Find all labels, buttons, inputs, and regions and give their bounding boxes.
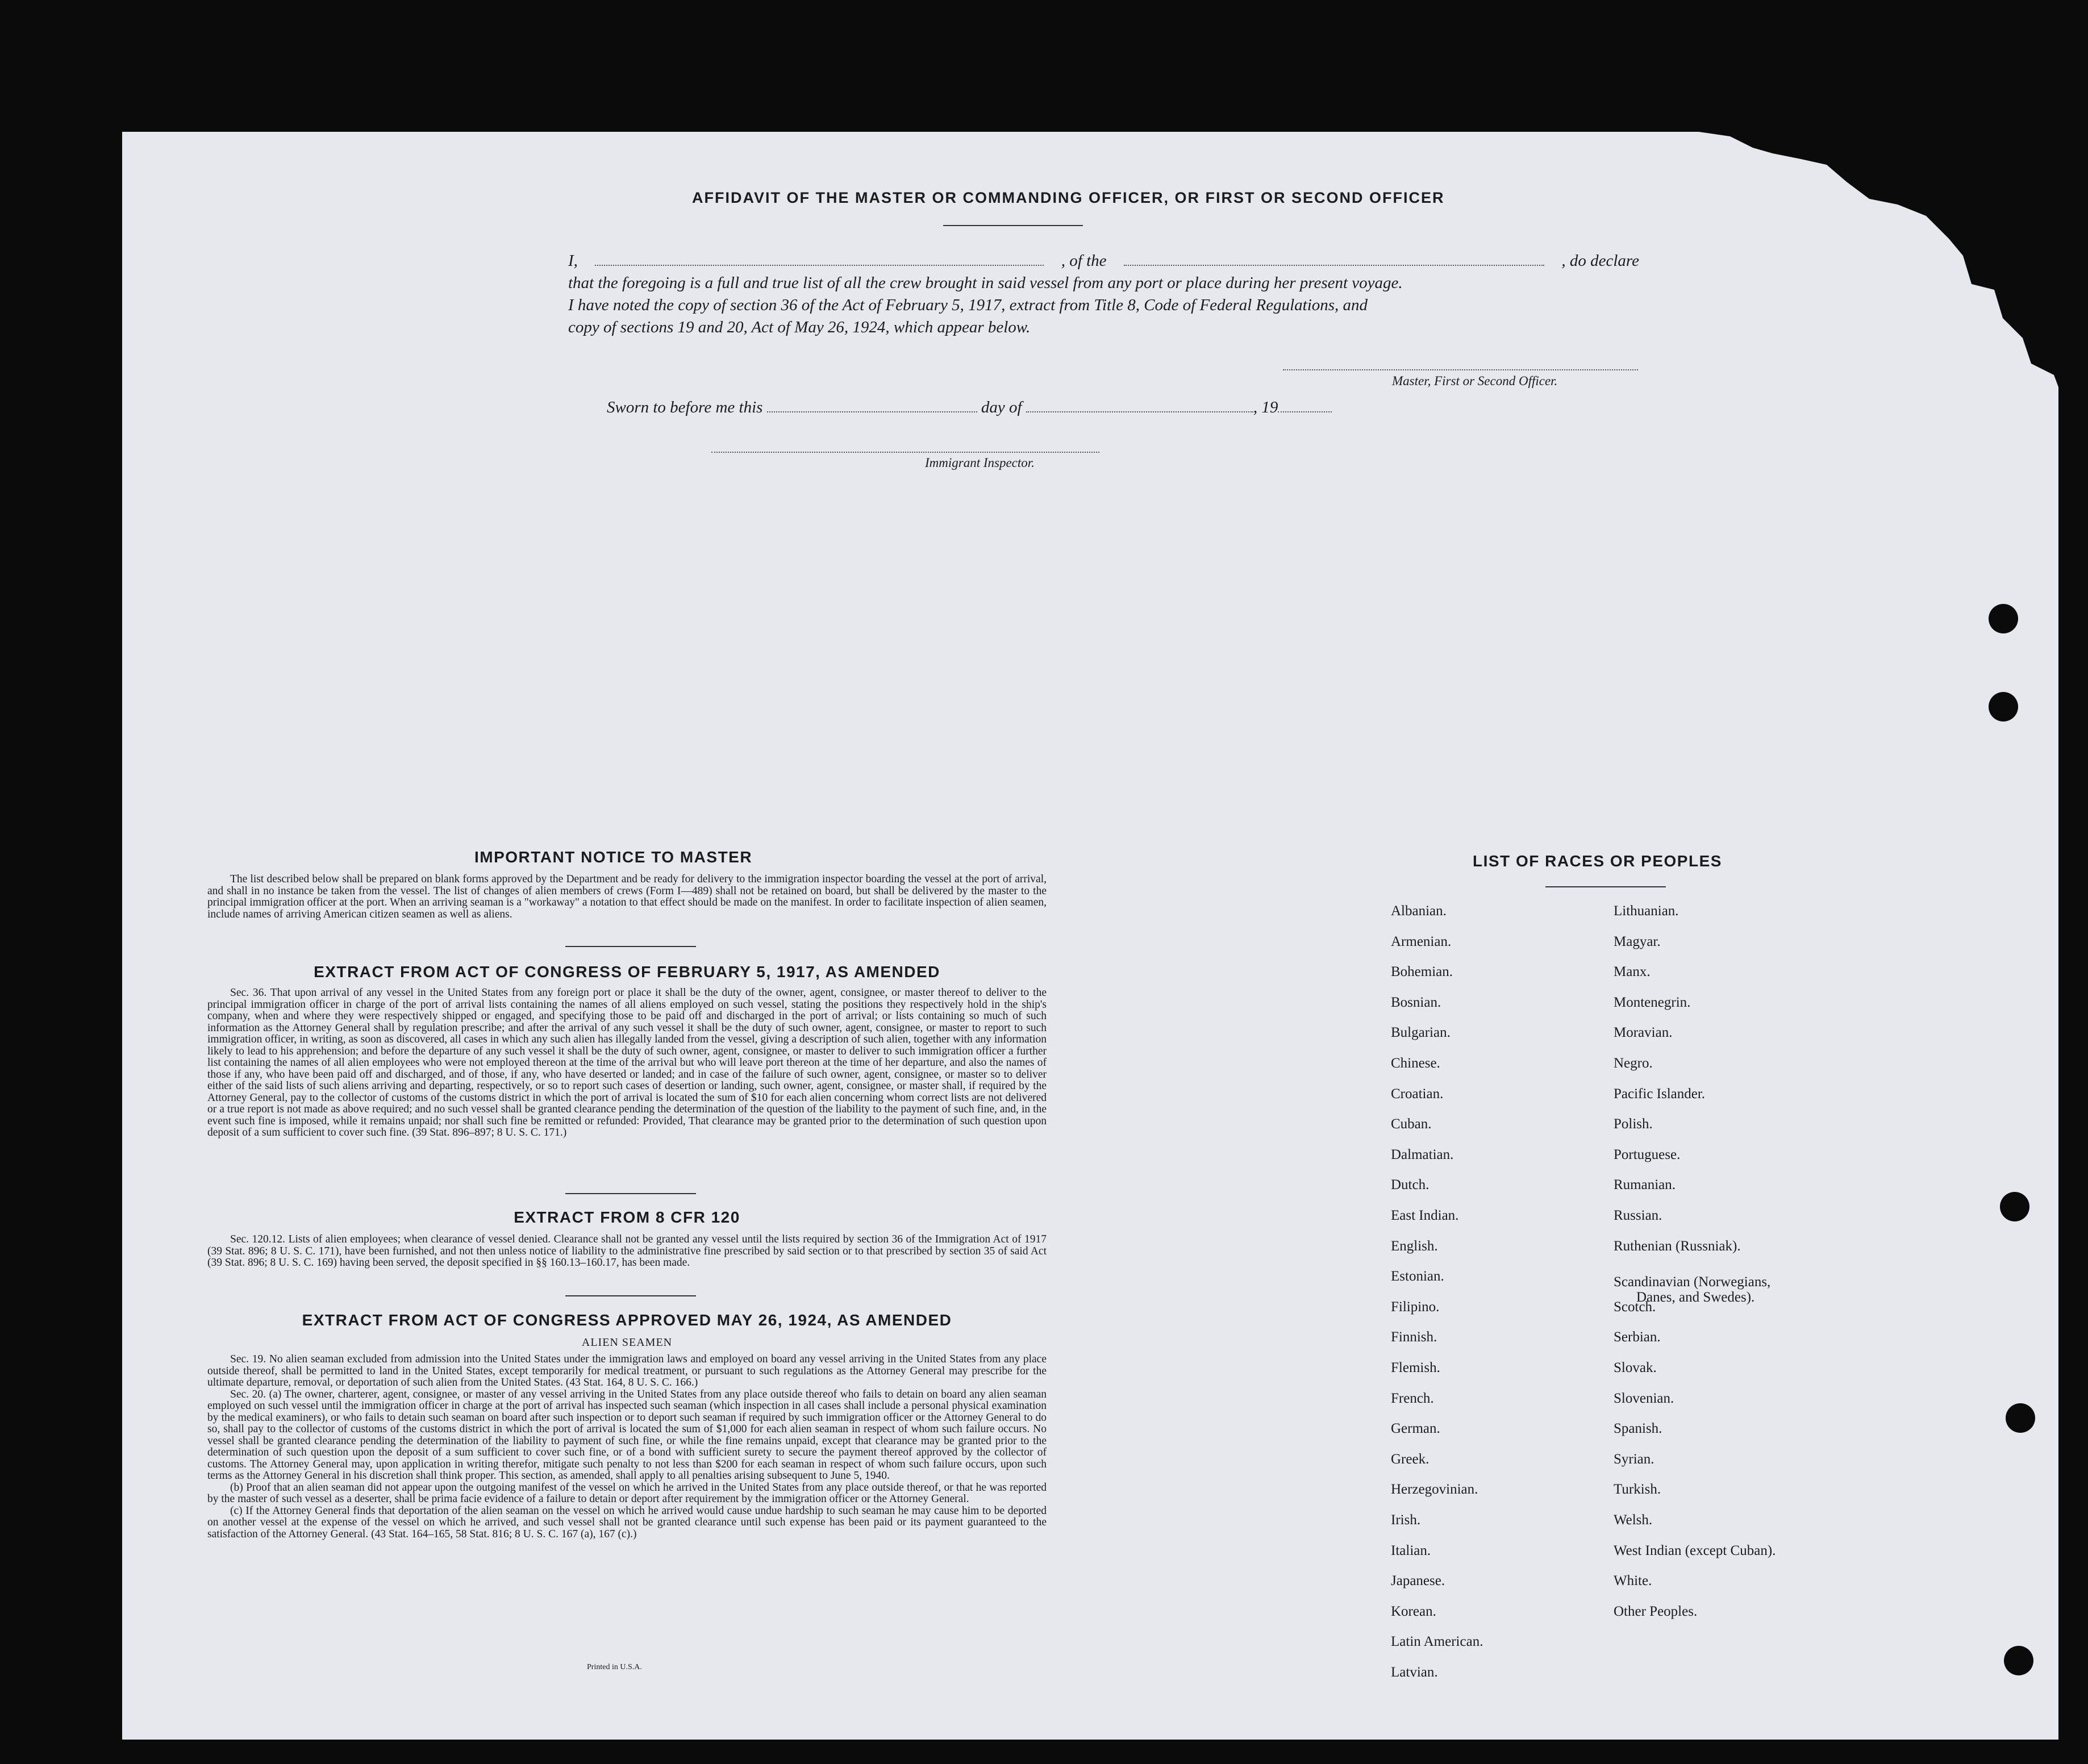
- divider: [565, 1193, 696, 1194]
- race-item: Pacific Islander.: [1614, 1086, 1706, 1102]
- race-item: Albanian.: [1391, 903, 1447, 919]
- extract-1917-title: EXTRACT FROM ACT OF CONGRESS OF FEBRUARY 5, 1917, AS AMENDED: [314, 963, 940, 981]
- inspector-caption: Immigrant Inspector.: [925, 456, 1035, 470]
- printed-in-usa: Printed in U.S.A.: [587, 1663, 642, 1671]
- name-field[interactable]: [595, 250, 1044, 266]
- affidavit-line: copy of sections 19 and 20, Act of May 26, 1924, which appear below.: [568, 318, 1031, 336]
- race-item: Serbian.: [1614, 1329, 1661, 1345]
- extract-1924-title: EXTRACT FROM ACT OF CONGRESS APPROVED MAY 26, 1924, AS AMENDED: [302, 1311, 952, 1329]
- race-item: Armenian.: [1391, 933, 1452, 949]
- race-item: Other Peoples.: [1614, 1603, 1698, 1619]
- race-item: Russian.: [1614, 1208, 1662, 1223]
- affidavit-body: [568, 250, 1639, 339]
- race-item: Herzegovinian.: [1391, 1482, 1478, 1498]
- races-title: LIST OF RACES OR PEOPLES: [1473, 852, 1722, 870]
- affidavit-of-the: , of the: [1061, 252, 1107, 270]
- binder-hole: [2000, 1192, 2029, 1221]
- divider: [1545, 886, 1666, 887]
- race-item: Latvian.: [1391, 1665, 1438, 1680]
- race-item: Bosnian.: [1391, 994, 1441, 1010]
- race-item: Negro.: [1614, 1056, 1653, 1071]
- race-item: Turkish.: [1614, 1482, 1661, 1498]
- race-item: Manx.: [1614, 964, 1651, 980]
- divider: [565, 946, 696, 947]
- race-item: Italian.: [1391, 1542, 1431, 1558]
- race-item: Cuban.: [1391, 1116, 1432, 1132]
- race-item: Portuguese.: [1614, 1146, 1681, 1162]
- divider: [565, 1295, 696, 1296]
- sworn-day-field[interactable]: [767, 397, 977, 412]
- race-item: Dutch.: [1391, 1177, 1429, 1193]
- race-item: Finnish.: [1391, 1329, 1437, 1345]
- race-item: Bohemian.: [1391, 964, 1453, 980]
- race-item: Ruthenian (Russniak).: [1614, 1238, 1741, 1254]
- race-item: Syrian.: [1614, 1451, 1654, 1467]
- binder-hole: [2004, 1646, 2033, 1675]
- race-item: Welsh.: [1614, 1512, 1653, 1528]
- race-item: German.: [1391, 1421, 1440, 1437]
- extract-8cfr-title: EXTRACT FROM 8 CFR 120: [514, 1208, 740, 1226]
- sworn-day-of: day of: [981, 398, 1022, 416]
- sworn-line: [607, 397, 1332, 417]
- binder-hole: [1989, 604, 2018, 633]
- affidavit-declare: , do declare: [1561, 252, 1639, 270]
- race-item: Chinese.: [1391, 1056, 1440, 1071]
- binder-hole: [2006, 1403, 2035, 1433]
- sworn-year-field[interactable]: [1278, 397, 1332, 412]
- section-20a: Sec. 20. (a) The owner, charterer, agent, consignee, or master of any vessel arriving in the United States from any place outside thereof who fails to detain on board any alien seaman employed on such vessel until the immigration officer in charge at the port of arrival has inspected such seaman (which inspection in all cases shall include a personal physical examination by the medical examiners), or who fails to detain such seaman on board after such inspection or to deport such seaman if required by such immigration officer or the Attorney General to do so, shall pay to the collector of customs of the customs district in which the port of arrival is located the sum of $1,000 for each alien seaman in respect of whom such failure occurs. No vessel shall be granted clearance pending the determination of the liability to payment of such fine, or while the fine remains unpaid, except that clearance may be granted prior to the determination of such question upon the deposit of a sum sufficient to cover such fine, or of a bond with sufficient surety to secure the payment thereof approved by the collector of customs. The Attorney General may, upon application in writing therefor, mitigate such penalty to not less than $200 for each seaman in respect of whom such failure occurs, upon such terms as the Attorney General in his discretion shall think proper. This section, as amended, shall apply to all penalties arising subsequent to June 5, 1940.: [207, 1388, 1047, 1482]
- sworn-text: Sworn to before me this: [607, 398, 763, 416]
- race-item: Rumanian.: [1614, 1177, 1676, 1193]
- race-item: Korean.: [1391, 1603, 1436, 1619]
- extract-1924-subtitle: ALIEN SEAMEN: [581, 1336, 673, 1349]
- sworn-month-field[interactable]: [1026, 397, 1253, 412]
- race-item: Slovak.: [1614, 1360, 1657, 1375]
- race-item: Estonian.: [1391, 1269, 1444, 1285]
- race-item: French.: [1391, 1390, 1434, 1406]
- binder-hole: [1989, 692, 2018, 722]
- race-item: Irish.: [1391, 1512, 1421, 1528]
- race-item: Scandinavian (Norwegians,: [1614, 1274, 1771, 1290]
- notice-title: IMPORTANT NOTICE TO MASTER: [474, 848, 753, 866]
- section-20b: (b) Proof that an alien seaman did not appear upon the outgoing manifest of the vessel on which he arrived in the United States from any place outside thereof, or that he was reported by the master of such vessel as a deserter, shall be prima facie evidence of a failure to detain or deport after requirement by the immigration officer or the Attorney General.: [207, 1481, 1047, 1505]
- extract-1924-text: [207, 1354, 1047, 1540]
- affidavit-title: AFFIDAVIT OF THE MASTER OR COMMANDING OFFICER, OR FIRST OR SECOND OFFICER: [692, 189, 1445, 206]
- race-item: Moravian.: [1614, 1025, 1673, 1041]
- torn-corner: [1631, 114, 2088, 398]
- race-item: Bulgarian.: [1391, 1025, 1451, 1041]
- section-19: Sec. 19. No alien seaman excluded from admission into the United States under the immigration laws and employed on board any vessel arriving in the United States from any place outside thereof, shall be permitted to land in the United States, except temporarily for medical treatment, or pursuant to such regulations as the Attorney General may prescribe for the ultimate departure, removal, or deportation of such alien from the United States. (43 Stat. 164, 8 U. S. C. 166.): [207, 1353, 1047, 1388]
- affidavit-line: I have noted the copy of section 36 of the Act of February 5, 1917, extract from Title 8, Code of Federal Regulations, and: [568, 296, 1368, 314]
- affidavit-i: I,: [568, 252, 578, 270]
- affidavit-line: that the foregoing is a full and true list of all the crew brought in said vessel from any port or place during her present voyage.: [568, 274, 1403, 292]
- sworn-year-prefix: , 19: [1253, 398, 1278, 416]
- extract-1917-text: Sec. 36. That upon arrival of any vessel in the United States from any foreign port or place it shall be the duty of the owner, agent, consignee, or master thereof to deliver to the principal immigration officer in charge of the port of arrival lists containing the names of all aliens employed on such vessel, stating the positions they respectively hold in the ship's company, when and where they were respectively shipped or engaged, and specifying those to be paid off and discharged in the port of arrival; or lists containing so much of such information as the Attorney General shall by regulation prescribe; and after the arrival of any such vessel it shall be the duty of such owner, agent, consignee, or master to report to such immigration officer, in writing, as soon as discovered, all cases in which any such alien has illegally landed from the vessel, giving a description of such alien, together with any information likely to lead to his apprehension; and before the departure of any such vessel it shall be the duty of such owner, agent, consignee, or master to deliver to such immigration officer a further list containing the names of all alien employees who were not employed thereon at the time of the arrival but who will leave port thereon at the time of her departure, and also the names of those if any, who have been paid off and discharged, and of those, if any, who have deserted or landed; and in case of the failure of such owner, agent, consignee, or master so to deliver either of the said lists of such aliens arriving and departing, respectively, or so to report such cases of desertion or landing, such owner, agent, consignee, or master shall, if required by the Attorney General, pay to the collector of customs of the customs district in which the port of arrival is located the sum of $10 for each alien concerning whom correct lists are not delivered or a true report is not made as above required; and no such vessel shall be granted clearance pending the determination of the question of the liability to the payment of such fine, and, in the event such fine is imposed, while it remains unpaid; nor shall such fine be remitted or refunded: Provided, That clearance may be granted prior to the determination of such question upon deposit of a sum sufficient to cover such fine. (39 Stat. 896–897; 8 U. S. C. 171.): [207, 987, 1047, 1139]
- race-item: Dalmatian.: [1391, 1146, 1454, 1162]
- race-item: Slovenian.: [1614, 1390, 1674, 1406]
- race-item: Spanish.: [1614, 1421, 1662, 1437]
- race-item: Danes, and Swedes).: [1636, 1290, 1755, 1306]
- race-item: Montenegrin.: [1614, 994, 1691, 1010]
- race-item: Croatian.: [1391, 1086, 1444, 1102]
- race-item: West Indian (except Cuban).: [1614, 1542, 1776, 1558]
- extract-8cfr-text: Sec. 120.12. Lists of alien employees; when clearance of vessel denied. Clearance shall not be granted any vessel until the lists required by section 36 of the Immigration Act of 1917 (39 Stat. 896; 8 U. S. C. 171), have been furnished, and not then unless notice of liability to the administrative fine prescribed by said section or to that prescribed by section 35 of said Act (39 Stat. 896; 8 U. S. C. 169) having been served, the deposit specified in §§ 160.13–160.17, has been made.: [207, 1233, 1047, 1269]
- divider: [943, 225, 1083, 226]
- race-item: White.: [1614, 1573, 1652, 1589]
- vessel-field[interactable]: [1124, 250, 1544, 266]
- race-item: East Indian.: [1391, 1208, 1459, 1223]
- race-item: Lithuanian.: [1614, 903, 1679, 919]
- race-item: Flemish.: [1391, 1360, 1440, 1375]
- section-20c: (c) If the Attorney General finds that deportation of the alien seaman on the vessel on which he arrived would cause undue hardship to such seaman he may cause him to be deported on another vessel at the expense of the vessel on which he arrived, and such vessel shall not be granted clearance until such expense has been paid or its payment guaranteed to the satisfaction of the Attorney General. (43 Stat. 164–165, 58 Stat. 816; 8 U. S. C. 167 (a), 167 (c).): [207, 1504, 1047, 1540]
- race-item: Magyar.: [1614, 933, 1661, 949]
- race-item: Filipino.: [1391, 1299, 1440, 1315]
- notice-text: The list described below shall be prepared on blank forms approved by the Department and be ready for delivery to the immigration inspector boarding the vessel at the port of arrival, and shall in no instance be taken from the vessel. The list of changes of alien members of crews (Form I—489) shall not be retained on board, but shall be delivered by the master to the principal immigration officer at the port. When an arriving seaman is a "workaway" a notation to that effect should be made on the manifest. In order to facilitate inspection of alien seamen, include names of arriving American citizen seamen as well as aliens.: [207, 873, 1047, 920]
- race-item: Latin American.: [1391, 1634, 1483, 1650]
- race-item: Scotch.: [1614, 1299, 1656, 1315]
- race-item: Japanese.: [1391, 1573, 1445, 1589]
- race-item: English.: [1391, 1238, 1438, 1254]
- master-signature-line[interactable]: [1283, 369, 1638, 370]
- inspector-signature-line[interactable]: [711, 452, 1099, 453]
- master-signature-caption: Master, First or Second Officer.: [1392, 374, 1558, 388]
- race-item: Polish.: [1614, 1116, 1653, 1132]
- race-item: Greek.: [1391, 1451, 1429, 1467]
